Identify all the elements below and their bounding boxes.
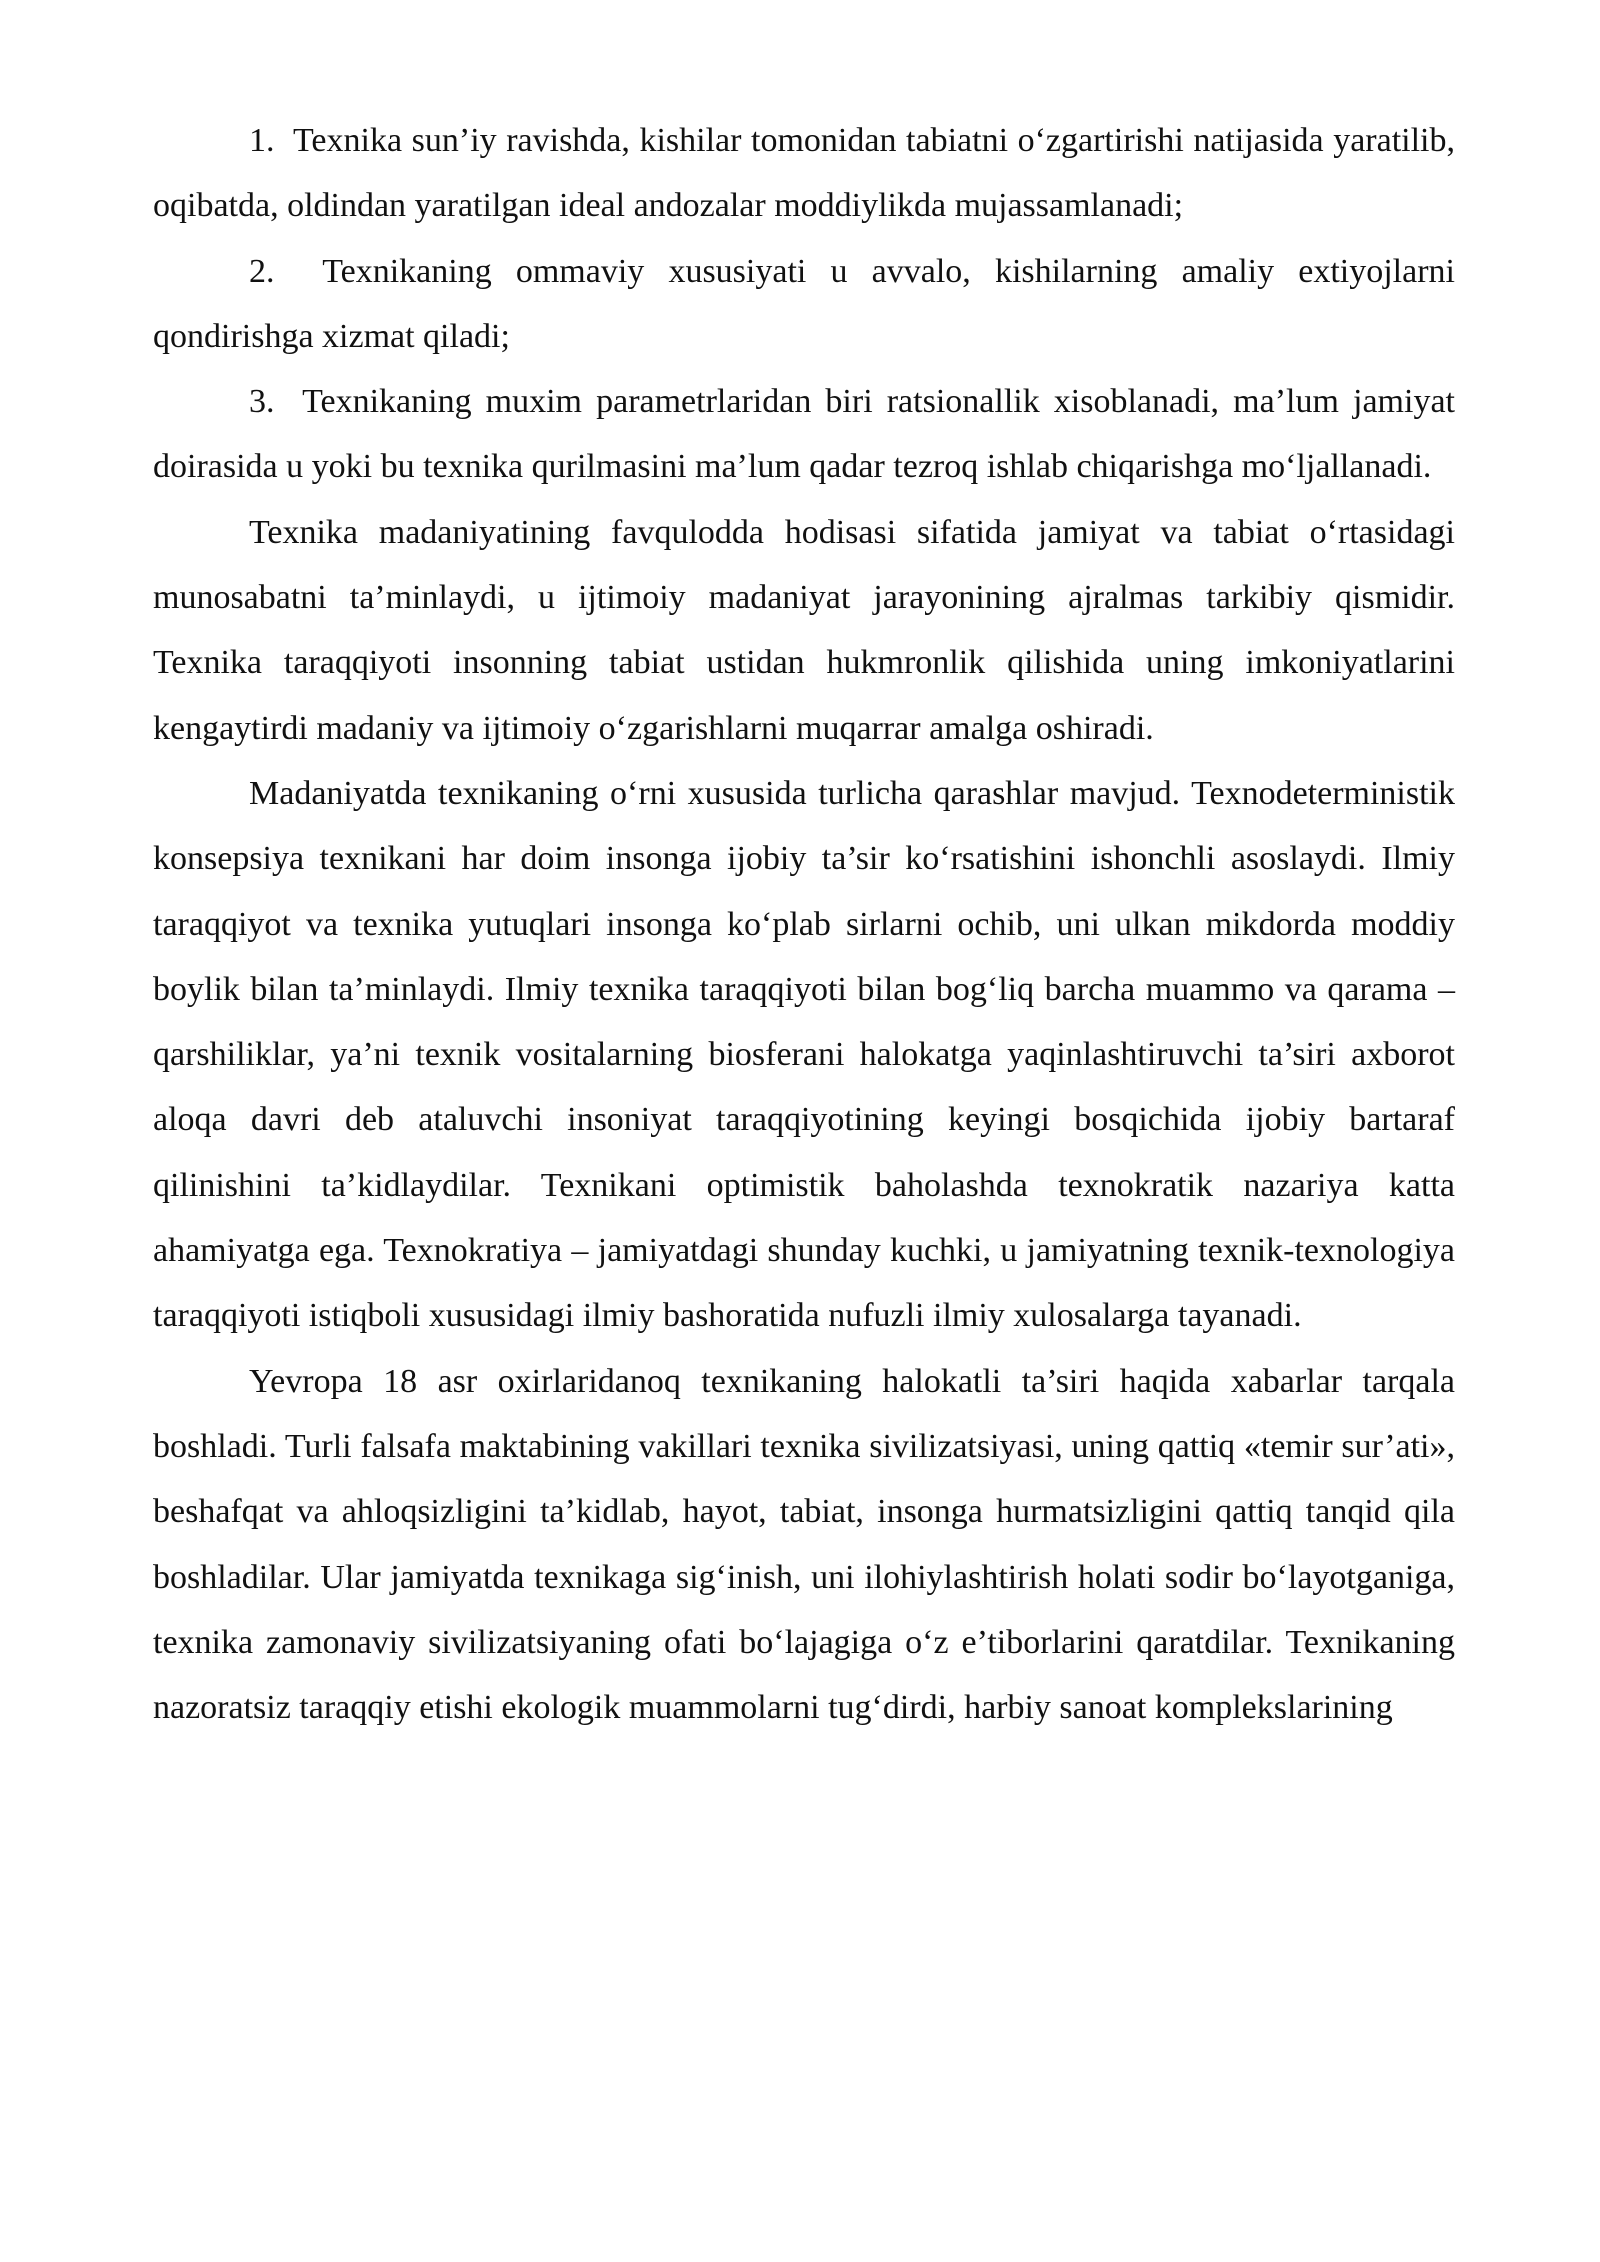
document-page xyxy=(153,108,1455,1740)
list-item-1: 1. Texnika sun’iy ravishda, kishilar tomonidan tabiatni o‘zgartirishi natijasida yaratilib, oqibatda, oldindan yaratilgan ideal andozalar moddiylikda mujassamlanadi; xyxy=(153,122,1455,225)
list-item-2: 2. Texnikaning ommaviy xususiyati u avvalo, kishilarning amaliy extiyojlarni qondirishga xizmat qiladi; xyxy=(153,252,1455,355)
body-paragraph-3: Yevropa 18 asr oxirlaridanoq texnikaning halokatli ta’siri haqida xabarlar tarqala boshladi. Turli falsafa maktabining vakillari texnika sivilizatsiyasi, uning qattiq «temir sur’ati», beshafqat va ahloqsizligini ta’kidlab, hayot, tabiat, insonga hurmatsizligini qattiq tanqid qila boshladilar. Ular jamiyatda texnikaga sig‘inish, uni ilohiylashtirish holati sodir bo‘layotganiga, texnika zamonaviy sivilizatsiyaning ofati bo‘lajagiga o‘z e’tiborlarini qaratdilar. Texnikaning nazoratsiz taraqqiy etishi ekologik muammolarni tug‘dirdi, harbiy sanoat komplekslarining xyxy=(153,1362,1455,1727)
body-paragraph-2: Madaniyatda texnikaning o‘rni xususida turlicha qarashlar mavjud. Texnodeterministik konsepsiya texnikani har doim insonga ijobiy ta’sir ko‘rsatishini ishonchli asoslaydi. Ilmiy taraqqiyot va texnika yutuqlari insonga ko‘plab sirlarni ochib, uni ulkan mikdorda moddiy boylik bilan ta’minlaydi. Ilmiy texnika taraqqiyoti bilan bog‘liq barcha muammo va qarama – qarshiliklar, ya’ni texnik vositalarning biosferani halokatga yaqinlashtiruvchi ta’siri axborot aloqa davri deb ataluvchi insoniyat taraqqiyotining keyingi bosqichida ijobiy bartaraf qilinishini ta’kidlaydilar. Texnikani optimistik baholashda texnokratik nazariya katta ahamiyatga ega. Texnokratiya – jamiyatdagi shunday kuchki, u jamiyatning texnik-texnologiya taraqqiyoti istiqboli xususidagi ilmiy bashoratida nufuzli ilmiy xulosalarga tayanadi. xyxy=(153,774,1455,1335)
body-paragraph-1: Texnika madaniyatining favqulodda hodisasi sifatida jamiyat va tabiat o‘rtasidagi munosabatni ta’minlaydi, u ijtimoiy madaniyat jarayonining ajralmas tarkibiy qismidir. Texnika taraqqiyoti insonning tabiat ustidan hukmronlik qilishida uning imkoniyatlarini kengaytirdi madaniy va ijtimoiy o‘zgarishlarni muqarrar amalga oshiradi. xyxy=(153,513,1455,747)
list-item-3: 3. Texnikaning muxim parametrlaridan biri ratsionallik xisoblanadi, ma’lum jamiyat doirasida u yoki bu texnika qurilmasini ma’lum qadar tezroq ishlab chiqarishga mo‘ljallanadi. xyxy=(153,383,1455,486)
